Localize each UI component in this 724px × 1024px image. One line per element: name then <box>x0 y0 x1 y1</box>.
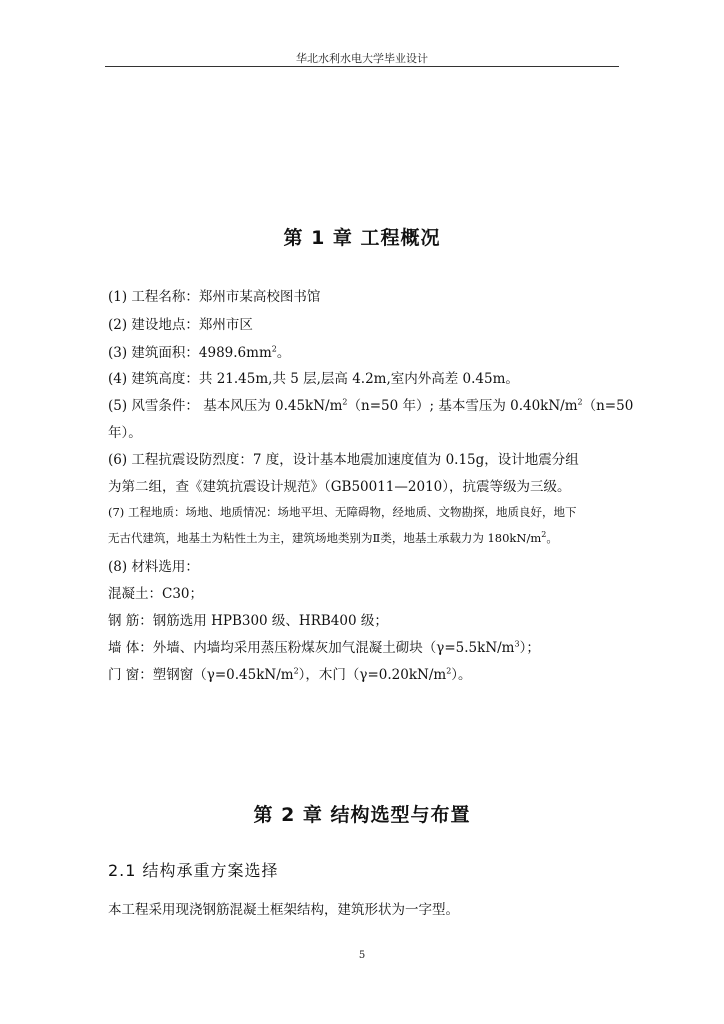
section-2-1-text: 本工程采用现浇钢筋混凝土框架结构，建筑形状为一字型。 <box>108 902 459 918</box>
chapter-1-title: 第 1 章 工程概况 <box>283 227 441 249</box>
material-wall: 墙 体：外墙、内墙均采用蒸压粉煤灰加气混凝土砌块$(\gamma=5.5kN/m^3)$； <box>108 639 540 656</box>
material-concrete: 混凝土：C30； <box>108 586 204 602</box>
item-2: (2) 建设地点：郑州市区 <box>108 317 253 333</box>
item-7-cont: 无古代建筑，地基土为粘性土为主，建筑场地类别为Ⅱ类，地基土承载力为 $180kN/m^2$。 <box>108 530 558 545</box>
item-7: (7) 工程地质：场地、地质情况：场地平坦、无障碍物，经地质、文物勘探，地质良好，地下 <box>108 505 577 519</box>
chapter-2-title: 第 2 章 结构选型与布置 <box>253 804 471 826</box>
material-door-window: 门 窗：塑钢窗$(\gamma=0.45kN/m^2)$，木门$(\gamma=0.20kN/m^2)$。 <box>108 666 472 683</box>
item-8: (8) 材料选用： <box>108 559 199 575</box>
item-3: (3) 建筑面积：$4989.6mm^2$。 <box>108 344 291 361</box>
item-4: (4) 建筑高度：共 21.45m,共 5 层,层高 4.2m,室内外高差 0.45m。 <box>108 371 519 387</box>
item-6: (6) 工程抗震设防烈度：7 度，设计基本地震加速度值为 0.15g，设计地震分组 <box>108 452 579 468</box>
section-2-1-title: 2.1 结构承重方案选择 <box>108 861 279 880</box>
item-1: (1) 工程名称：郑州市某高校图书馆 <box>108 289 321 305</box>
item-5: (5) 风雪条件： 基本风压为 $0.45kN/m^2(n=50$ 年）; 基本雪压为 $0.40kN/m^2(n=50$ <box>108 397 634 414</box>
item-6-cont: 为第二组，查《建筑抗震设计规范》（GB50011—2010），抗震等级为三级。 <box>108 479 571 495</box>
page-number: 5 <box>358 950 366 961</box>
item-5-cont: 年）。 <box>108 425 142 441</box>
header-rule <box>105 66 619 67</box>
material-rebar: 钢 筋：钢筋选用 HPB300 级、HRB400 级； <box>108 613 388 629</box>
page-header: 华北水利水电大学毕业设计 <box>296 52 428 65</box>
